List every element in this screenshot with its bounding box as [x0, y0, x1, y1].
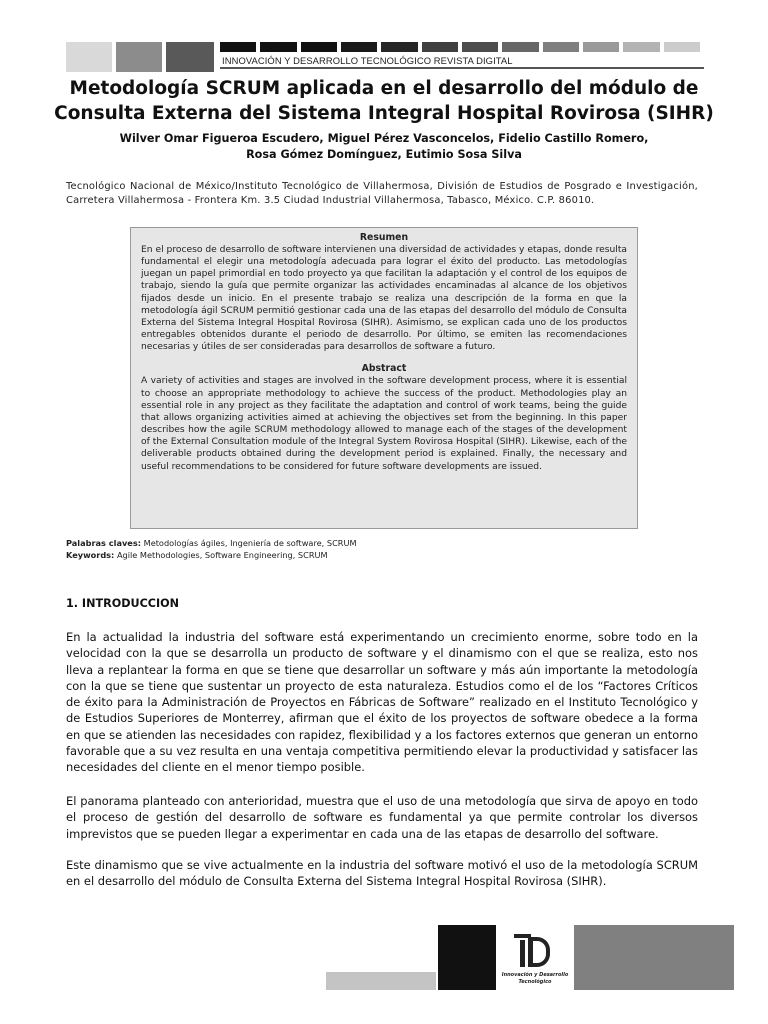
- logo-caption-2: Tecnológico: [518, 979, 552, 985]
- journal-name: INNOVACIÓN Y DESARROLLO TECNOLÓGICO REVISTA DIGITAL: [222, 55, 513, 66]
- keywords-es-value: Metodologías ágiles, Ingeniería de software, SCRUM: [143, 538, 357, 548]
- body-paragraph-2: El panorama planteado con anterioridad, muestra que el uso de una metodología que sirva de apoyo en todo el proceso de gestión del desarrollo de software es fundamental ya que permite controlar los diversos imprevistos que se pueden llegar a experimentar en cada una de las etapas de desarrollo del software.: [66, 794, 698, 841]
- keywords-es: [66, 537, 357, 549]
- body-paragraph-3: Este dinamismo que se vive actualmente en la industria del software motivó el uso de la metodología SCRUM en el desarrollo del módulo de Consulta Externa del Sistema Integral Hospital Rovirosa (SIHR).: [66, 858, 698, 889]
- header-block-light: [66, 42, 112, 72]
- logo-I-stem: [520, 940, 525, 967]
- abstract-heading: Abstract: [361, 363, 407, 375]
- resumen-text: En el proceso de desarrollo de software intervienen una diversidad de actividades y etapas, donde resulta fundamental el elegir una metodología adecuada para lograr el éxito del producto. Las metodologías juegan un papel primordial en todo proyecto ya que facilitan la adaptación y el control de los equipos de trabajo, siendo la guía que permite organizar las actividades encaminadas al alcance de los objetivos fijados desde un inicio. En el presente trabajo se realiza una descripción de la forma en que la metodología ágil SCRUM permitió gestionar cada una de las etapas del desarrollo del módulo de Consulta Externa del Sistema Integral Hospital Rovirosa (SIHR). Asimismo, se explican cada uno de los productos entregables obtenidos durante el periodo de desarrollo. Por último, se emiten las recomendaciones necesarias y útiles de ser consideradas para desarrollos de software a futuro.: [141, 245, 627, 353]
- header-strip-segment: [462, 42, 498, 52]
- keywords-en: [66, 549, 328, 561]
- logo-caption-1: Innovación y Desarrollo: [501, 972, 569, 978]
- logo-ID-mark: [514, 931, 560, 967]
- header-strip-segment: [301, 42, 337, 52]
- footer-logo: [496, 925, 574, 990]
- paper-title: Metodología SCRUM aplicada en el desarrollo del módulo de Consulta Externa del Sistema Integral Hospital Rovirosa (SIHR): [54, 78, 714, 124]
- abstract-box: [130, 227, 638, 529]
- keywords-en-value: Agile Methodologies, Software Engineering, SCRUM: [116, 550, 328, 560]
- resumen-heading: Resumen: [359, 232, 409, 243]
- header-rule: [220, 67, 704, 69]
- affiliation: Tecnológico Nacional de México/Instituto Tecnológico de Villahermosa, División de Estudios de Posgrado e Investigación, Carretera Villahermosa - Frontera Km. 3.5 Ciudad Industrial Villahermosa, Tabasco, México. C.P. 86010.: [66, 181, 698, 206]
- footer-dark-gray-block: [574, 925, 734, 990]
- header-block-dark: [166, 42, 214, 72]
- header-strip-segment: [502, 42, 538, 52]
- logo-D-shape: [528, 937, 550, 967]
- header-gradient-strip: [220, 42, 704, 52]
- footer-black-block: [438, 925, 496, 990]
- abstract-text: A variety of activities and stages are involved in the software development process, where it is essential to choose an appropriate methodology to achieve the success of the product. Methodologies play an essential role in any project as they facilitate the adaptation and control of work teams, being the guide that allows organizing activities aimed at achieving the objectives set from the beginning. In this paper describes how the agile SCRUM methodology allowed to manage each of the stages of the development of the External Consultation module of the Integral System Rovirosa Hospital (SIHR). Likewise, each of the deliverable products obtained during the development period is explained. Finally, the necessary and useful recommendations to be considered for future software developments are issued.: [141, 376, 627, 472]
- header-strip-segment: [422, 42, 458, 52]
- header-block-mid: [116, 42, 162, 72]
- keywords-es-label: Palabras claves:: [66, 538, 142, 548]
- authors-line-1: Wilver Omar Figueroa Escudero, Miguel Pérez Vasconcelos, Fidelio Castillo Romero,: [119, 132, 649, 145]
- authors-line-2: Rosa Gómez Domínguez, Eutimio Sosa Silva: [246, 148, 522, 161]
- footer-gray-bar: [326, 972, 436, 990]
- header-strip-segment: [664, 42, 700, 52]
- keywords-en-label: Keywords:: [66, 550, 115, 560]
- header-strip-segment: [220, 42, 256, 52]
- body-paragraph-1: En la actualidad la industria del software está experimentando un crecimiento enorme, sobre todo en la velocidad con la que se desarrolla un producto de software y el dinamismo con el que se realiza, esto nos lleva a replantear la forma en que se tiene que desarrollar un software y más aún importante la metodología con la que se tiene que sustentar un proyecto de esta naturaleza. Estudios como el de los “Factores Críticos de éxito para la Administración de Proyectos en Fábricas de Software” realizado en el Instituto Tecnológico y de Estudios Superiores de Monterrey, afirman que el éxito de los proyectos de software obedece a la forma en que se atienden las necesidades con rapidez, flexibilidad y a los factores externos que generan un entorno favorable que a su vez resulta en una ventaja competitiva permitiendo elevar la productividad y satisfacer las necesidades del cliente en el menor tiempo posible.: [66, 630, 698, 775]
- author-list: [40, 131, 728, 163]
- header-strip-segment: [341, 42, 377, 52]
- header-strip-segment: [381, 42, 417, 52]
- header-strip-segment: [583, 42, 619, 52]
- header-strip-segment: [260, 42, 296, 52]
- header-strip-segment: [543, 42, 579, 52]
- section-heading: 1. INTRODUCCION: [66, 597, 180, 610]
- header-strip-segment: [623, 42, 659, 52]
